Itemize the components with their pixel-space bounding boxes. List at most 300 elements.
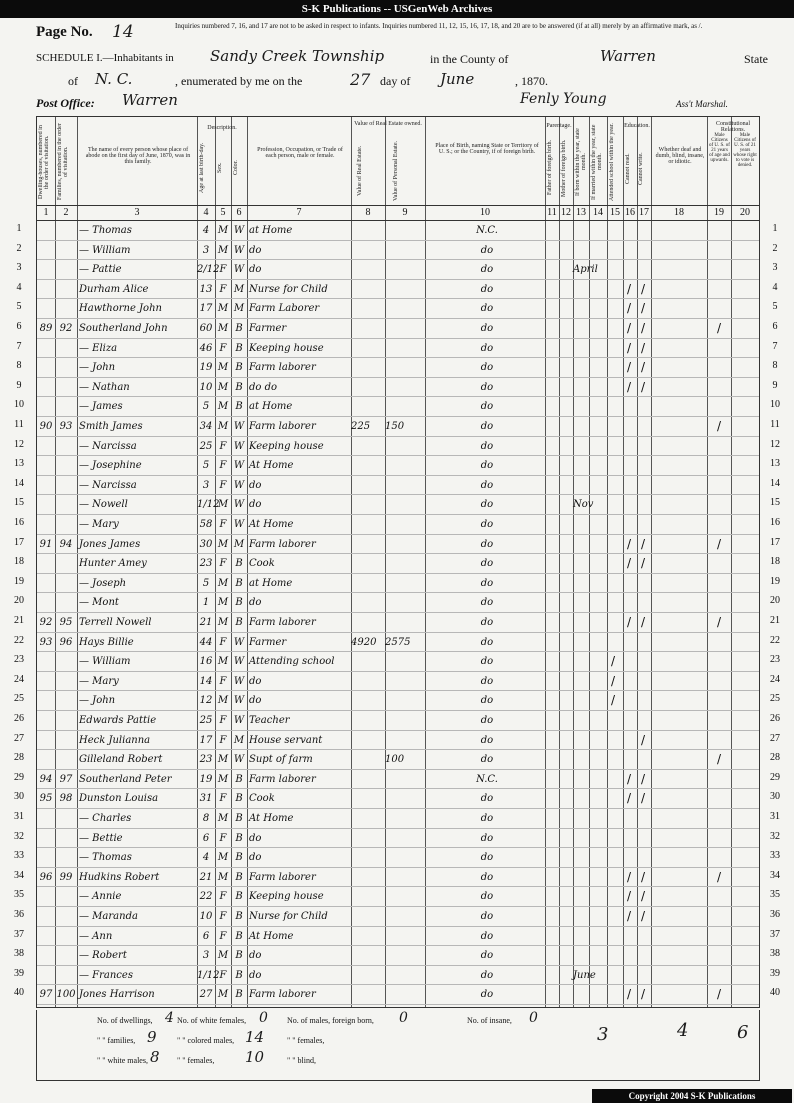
birthplace: do — [480, 538, 494, 550]
family-number: 93 — [59, 421, 73, 432]
color: B — [235, 891, 243, 903]
page-number-label: Page No. — [36, 24, 93, 40]
check-mark: / — [641, 556, 646, 571]
table-row — [37, 377, 759, 398]
color: B — [235, 871, 243, 883]
line-number: 23 — [14, 654, 24, 666]
post-office-label: Post Office: — [36, 96, 95, 110]
line-number: 39 — [770, 967, 780, 979]
state: N. C. — [95, 70, 133, 88]
check-mark: / — [627, 791, 632, 806]
birthplace: do — [480, 656, 494, 668]
person-name: — Mont — [79, 597, 119, 609]
birthplace: do — [480, 969, 494, 981]
sex: M — [217, 421, 229, 432]
birthplace: do — [480, 950, 494, 962]
line-number: 11 — [14, 419, 24, 430]
line-number: 37 — [14, 928, 24, 940]
check-mark: / — [627, 987, 632, 1002]
age: 27 — [199, 989, 213, 1001]
table-row — [37, 828, 759, 849]
check-mark: / — [717, 419, 722, 433]
check-mark: / — [641, 909, 646, 923]
family-number: 94 — [59, 538, 73, 550]
schedule-label: SCHEDULE I.—Inhabitants in — [36, 52, 174, 64]
check-mark: / — [627, 301, 632, 316]
line-number: 27 — [770, 732, 780, 744]
sex: F — [219, 558, 227, 570]
marshal-signature: Fenly Young — [520, 91, 607, 107]
families-label: " " families, — [97, 1036, 136, 1045]
age: 1/12 — [197, 969, 220, 981]
sex: M — [217, 813, 229, 824]
check-mark: / — [627, 889, 632, 904]
sex: M — [217, 499, 229, 511]
line-number: 15 — [14, 497, 24, 509]
column-number: 5 — [220, 207, 226, 218]
header-constitutional: Constitutional Relations. — [715, 121, 750, 133]
color: B — [235, 989, 243, 1001]
families-count: 9 — [147, 1028, 157, 1046]
occupation: Farm laborer — [249, 773, 316, 785]
birthplace: do — [480, 421, 494, 432]
check-mark: / — [627, 615, 632, 629]
line-number: 36 — [770, 909, 780, 920]
color: W — [233, 499, 245, 511]
table-row — [37, 965, 759, 986]
occupation: do — [249, 950, 262, 962]
sex: F — [219, 460, 227, 472]
sex: F — [219, 264, 227, 276]
color: B — [235, 362, 243, 374]
dwelling-number: 95 — [39, 793, 53, 805]
color: B — [235, 323, 243, 334]
insane-label: No. of insane, — [467, 1016, 512, 1025]
table-row — [37, 926, 759, 947]
table-row — [37, 357, 759, 378]
header-family: Families, numbered in the order of visitation. — [57, 123, 69, 201]
color: M — [233, 303, 245, 315]
line-number: 2 — [16, 242, 22, 254]
age: 23 — [199, 754, 213, 766]
check-mark: / — [641, 615, 646, 629]
line-number: 38 — [770, 948, 780, 960]
line-number: 10 — [14, 399, 24, 411]
birthplace: do — [480, 636, 494, 648]
birthplace: N.C. — [476, 225, 498, 236]
header-school: Attended school within the year. — [609, 123, 615, 201]
occupation: Teacher — [249, 715, 290, 726]
occupation: Farm laborer — [249, 538, 316, 550]
line-number: 16 — [14, 517, 24, 528]
age: 2/12 — [197, 264, 220, 276]
sex: M — [217, 303, 229, 315]
sex: M — [217, 656, 229, 668]
line-number: 14 — [14, 477, 24, 489]
age: 1/12 — [197, 499, 220, 511]
column-number: 17 — [639, 207, 649, 218]
occupation: at Home — [249, 225, 293, 236]
line-number: 26 — [14, 713, 24, 724]
census-table — [36, 116, 760, 1008]
line-number: 17 — [14, 536, 24, 548]
check-mark: / — [627, 869, 632, 884]
table-row — [37, 455, 759, 476]
tally-mark: 6 — [737, 1022, 749, 1043]
line-number: 29 — [14, 771, 24, 783]
table-row — [37, 259, 759, 280]
line-number: 37 — [770, 928, 780, 940]
age: 22 — [199, 891, 213, 903]
colored-males-count: 14 — [245, 1028, 265, 1046]
person-name: Heck Julianna — [79, 734, 151, 746]
header-born-year: If born within the year, state month. — [575, 128, 587, 196]
header-dwelling: Dwelling-houses, numbered in the order of visitation. — [38, 125, 50, 199]
person-name: — Pattie — [79, 264, 122, 276]
birthplace: do — [480, 401, 494, 413]
table-row — [37, 867, 759, 888]
check-mark: / — [641, 321, 646, 335]
table-row — [37, 847, 759, 868]
check-mark: / — [627, 536, 632, 551]
county-label: in the County of — [430, 52, 509, 66]
sex: M — [217, 362, 229, 374]
check-mark: / — [627, 379, 632, 394]
age: 14 — [199, 675, 213, 687]
person-name: Southerland John — [79, 323, 168, 334]
occupation: at Home — [249, 401, 293, 413]
check-mark: / — [611, 693, 616, 708]
sex: F — [219, 793, 227, 805]
table-row — [37, 514, 759, 535]
age: 21 — [199, 617, 213, 628]
archive-banner: S-K Publications -- USGenWeb Archives — [0, 0, 794, 18]
age: 6 — [202, 930, 210, 942]
check-mark: / — [717, 536, 722, 551]
column-number: 2 — [63, 207, 69, 218]
person-name: — Frances — [79, 969, 133, 981]
line-number: 23 — [770, 654, 780, 666]
color: W — [233, 479, 245, 491]
color: W — [233, 421, 245, 432]
line-number: 40 — [14, 987, 24, 999]
occupation: At Home — [249, 519, 294, 530]
line-number: 22 — [14, 634, 24, 646]
line-number: 8 — [772, 360, 778, 372]
table-row — [37, 749, 759, 770]
column-number-row — [37, 205, 759, 221]
birth-month: June — [573, 969, 596, 981]
occupation: Farm laborer — [249, 362, 316, 374]
age: 25 — [199, 715, 213, 726]
person-name: — Narcissa — [79, 440, 137, 452]
line-number: 21 — [770, 615, 780, 626]
tally-mark: 3 — [597, 1024, 609, 1045]
age: 6 — [202, 832, 210, 844]
enum-year: , 1870. — [515, 74, 548, 88]
birthplace: do — [480, 597, 494, 609]
occupation: House servant — [249, 734, 323, 746]
line-number: 34 — [14, 869, 24, 881]
occupation: At Home — [249, 460, 294, 472]
check-mark: / — [627, 360, 632, 375]
age: 19 — [199, 362, 213, 374]
real-estate-value: 4920 — [351, 636, 377, 648]
person-name: Hays Billie — [79, 636, 134, 648]
line-number: 31 — [14, 811, 24, 822]
color: W — [233, 225, 245, 236]
table-row — [37, 298, 759, 319]
check-mark: / — [627, 281, 632, 296]
sex: M — [217, 577, 229, 589]
header-male-citizens: Male Citizens of U. S. of 21 years of age and upwards. — [709, 133, 730, 163]
birthplace: do — [480, 911, 494, 922]
line-number: 6 — [772, 321, 778, 332]
table-row — [37, 553, 759, 574]
table-row — [37, 240, 759, 261]
table-row — [37, 612, 759, 633]
sex: M — [217, 989, 229, 1001]
birthplace: do — [480, 930, 494, 942]
column-number: 9 — [402, 207, 408, 218]
birthplace: do — [480, 852, 494, 864]
column-number: 7 — [296, 207, 302, 218]
check-mark: / — [641, 791, 646, 806]
column-number: 13 — [576, 207, 586, 218]
line-number: 3 — [772, 262, 778, 274]
birth-month: Nov — [573, 499, 594, 511]
header-name: The name of every person whose place of abode on the first day of June, 1870, was in this family. — [85, 147, 191, 165]
check-mark: / — [641, 771, 646, 786]
line-number: 3 — [16, 262, 22, 274]
age: 58 — [199, 519, 213, 530]
sex: M — [217, 773, 229, 785]
line-number: 19 — [14, 575, 24, 587]
person-name: — James — [79, 401, 123, 413]
color: W — [233, 636, 245, 648]
sex: M — [217, 950, 229, 962]
line-number: 40 — [770, 987, 780, 999]
line-number: 33 — [770, 850, 780, 862]
age: 10 — [199, 381, 213, 393]
color: W — [233, 656, 245, 668]
birthplace: do — [480, 871, 494, 883]
person-name: — Bettie — [79, 832, 123, 844]
township: Sandy Creek Township — [210, 47, 385, 65]
line-number: 15 — [770, 497, 780, 509]
page-number: 14 — [112, 22, 134, 42]
occupation: do — [249, 832, 262, 844]
age: 1 — [202, 597, 210, 609]
check-mark: / — [641, 869, 646, 884]
line-number: 14 — [770, 477, 780, 489]
sex: M — [217, 225, 229, 236]
birthplace: do — [480, 891, 494, 903]
birthplace: do — [480, 264, 494, 276]
enum-day: 27 — [350, 70, 371, 89]
line-number: 6 — [16, 321, 22, 332]
check-mark: / — [627, 556, 632, 571]
table-row — [37, 651, 759, 672]
person-name: — Nowell — [79, 499, 128, 511]
column-number: 20 — [740, 207, 750, 218]
person-name: — Eliza — [79, 342, 118, 354]
age: 21 — [199, 871, 213, 883]
line-number: 19 — [770, 575, 780, 587]
person-name: Jones James — [79, 538, 141, 550]
person-name: Hudkins Robert — [79, 871, 160, 883]
occupation: do — [249, 675, 262, 687]
line-number: 4 — [772, 281, 778, 293]
age: 3 — [202, 950, 210, 962]
person-name: — Thomas — [79, 225, 132, 236]
column-number: 11 — [547, 207, 557, 218]
line-number: 30 — [14, 791, 24, 803]
line-number: 7 — [16, 340, 22, 352]
tally-mark: 4 — [677, 1020, 689, 1041]
sex: F — [219, 519, 227, 530]
color: W — [233, 264, 245, 276]
foreign-females-label: " " females, — [287, 1036, 325, 1045]
occupation: Farm Laborer — [249, 303, 320, 315]
table-row — [37, 396, 759, 417]
occupation: do — [249, 695, 262, 707]
occupation: Keeping house — [249, 440, 324, 452]
column-number: 16 — [625, 207, 635, 218]
age: 25 — [199, 440, 213, 452]
sex: F — [219, 911, 227, 922]
sex: M — [217, 871, 229, 883]
color: B — [235, 793, 243, 805]
table-row — [37, 769, 759, 790]
dwelling-number: 96 — [39, 871, 53, 883]
birthplace: do — [480, 499, 494, 511]
table-row — [37, 279, 759, 300]
color: M — [233, 734, 245, 746]
line-number: 7 — [772, 340, 778, 352]
color: W — [233, 715, 245, 726]
birthplace: do — [480, 793, 494, 805]
check-mark: / — [641, 889, 646, 904]
line-number: 16 — [770, 517, 780, 528]
birthplace: do — [480, 479, 494, 491]
age: 3 — [202, 479, 210, 491]
occupation: Attending school — [249, 656, 335, 668]
birthplace: do — [480, 754, 494, 766]
family-number: 100 — [56, 989, 76, 1001]
age: 4 — [202, 852, 210, 864]
table-row — [37, 475, 759, 496]
color: W — [233, 440, 245, 452]
line-number: 39 — [14, 967, 24, 979]
color: B — [235, 381, 243, 393]
table-row — [37, 338, 759, 359]
color: B — [235, 558, 243, 570]
color: B — [235, 950, 243, 962]
occupation: Nurse for Child — [249, 283, 328, 295]
sex: F — [219, 734, 227, 746]
color: B — [235, 401, 243, 413]
check-mark: / — [717, 615, 722, 629]
line-number: 31 — [770, 811, 780, 822]
sex: F — [219, 440, 227, 452]
person-name: — Robert — [79, 950, 127, 962]
person-name: — Charles — [79, 813, 132, 824]
table-row — [37, 534, 759, 555]
color: B — [235, 852, 243, 864]
line-number: 4 — [16, 281, 22, 293]
occupation: Farmer — [249, 323, 287, 334]
line-number: 1 — [16, 223, 22, 234]
table-row — [37, 436, 759, 457]
age: 13 — [199, 283, 213, 295]
person-name: Edwards Pattie — [79, 715, 157, 726]
check-mark: / — [641, 536, 646, 551]
header-value: Value of Real Estate owned. — [354, 121, 422, 127]
sex: M — [217, 244, 229, 256]
sex: M — [217, 754, 229, 766]
birthplace: do — [480, 323, 494, 334]
family-number: 96 — [59, 636, 73, 648]
personal-estate-value: 150 — [385, 421, 405, 432]
colored-females-label: " " females, — [177, 1056, 215, 1065]
table-row — [37, 632, 759, 653]
state-label: State — [744, 52, 768, 66]
dwelling-number: 97 — [39, 989, 53, 1001]
occupation: do — [249, 264, 262, 276]
check-mark: / — [627, 340, 632, 355]
birthplace: N.C. — [476, 773, 498, 785]
color: B — [235, 832, 243, 844]
person-name: — Nathan — [79, 381, 130, 393]
header-mother-foreign: Mother of foreign birth. — [561, 139, 567, 197]
insane-count: 0 — [529, 1010, 538, 1026]
line-number: 20 — [14, 595, 24, 607]
person-name: — Joseph — [79, 577, 127, 589]
line-number: 21 — [14, 615, 24, 626]
color: B — [235, 911, 243, 922]
table-row — [37, 945, 759, 966]
enum-month: June — [440, 70, 475, 88]
color: B — [235, 577, 243, 589]
check-mark: / — [627, 909, 632, 923]
line-number: 33 — [14, 850, 24, 862]
table-row — [37, 494, 759, 515]
line-number: 28 — [770, 752, 780, 764]
birthplace: do — [480, 558, 494, 570]
line-number: 2 — [772, 242, 778, 254]
occupation: At Home — [249, 930, 294, 942]
line-number: 1 — [772, 223, 778, 234]
line-number: 24 — [770, 673, 780, 685]
header-parentage: Parentage. — [546, 123, 572, 129]
check-mark: / — [641, 281, 646, 296]
check-mark: / — [641, 360, 646, 375]
check-mark: / — [717, 869, 722, 884]
column-number: 4 — [203, 207, 209, 218]
birthplace: do — [480, 460, 494, 472]
copyright-banner: Copyright 2004 S-K Publications — [592, 1089, 792, 1103]
age: 8 — [202, 813, 210, 824]
of-label: of — [68, 74, 78, 88]
line-number: 11 — [770, 419, 780, 430]
birthplace: do — [480, 577, 494, 589]
table-row — [37, 671, 759, 692]
header-color: Color. — [233, 160, 239, 176]
header-occupation: Profession, Occupation, or Trade of each person, male or female. — [257, 147, 343, 159]
dwellings-label: No. of dwellings, — [97, 1016, 153, 1025]
birth-month: April — [573, 264, 598, 276]
